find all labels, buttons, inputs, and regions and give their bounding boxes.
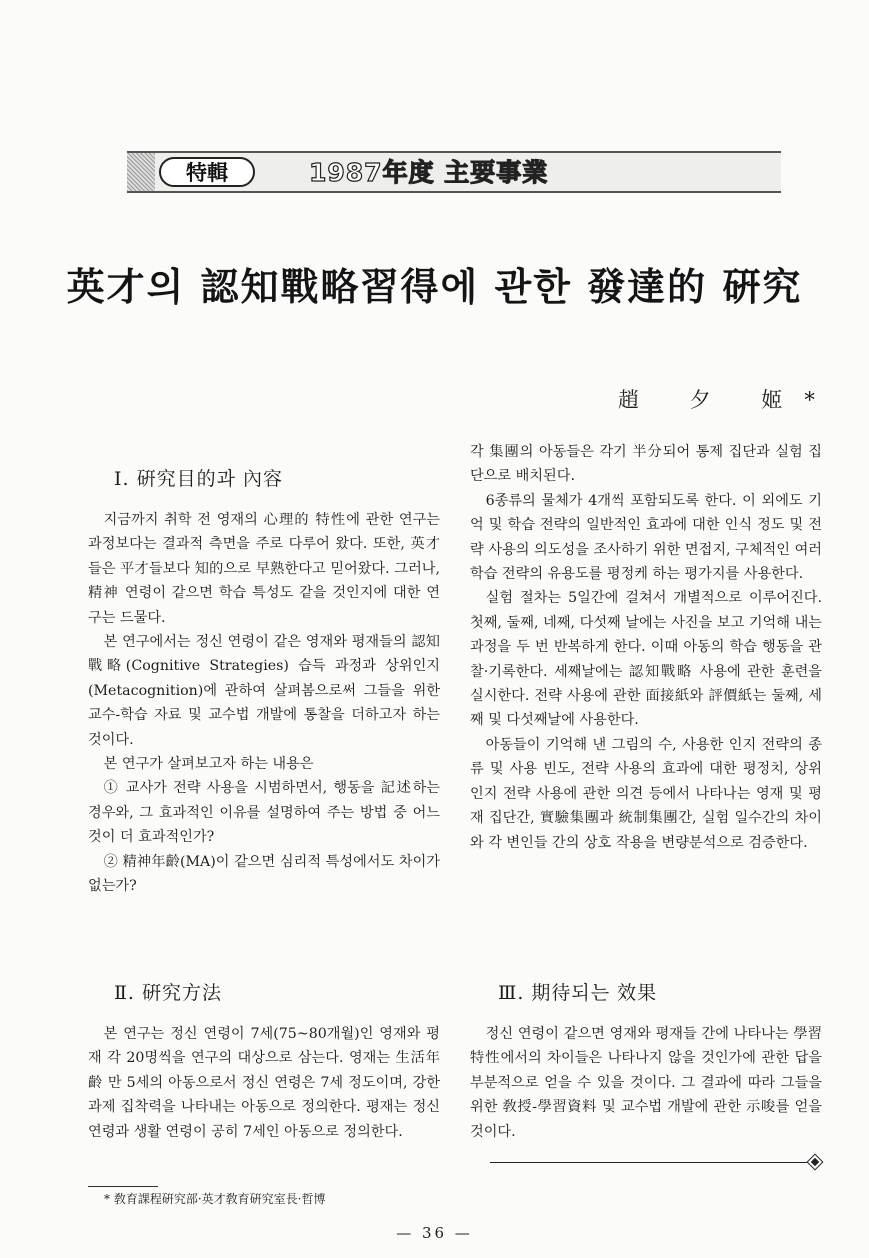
section-3-heading: Ⅲ. 期待되는 效果: [498, 982, 658, 1004]
footnote: * 敎育課程硏究部·英才敎育硏究室長·哲博: [104, 1192, 326, 1206]
paragraph: 아동들이 기억해 낸 그림의 수, 사용한 인지 전략의 종류 및 사용 빈도, 전략 사용의 효과에 대한 평정치, 상위 인지 전략 사용에 관한 의견 등에서 나타나는 영재 및 평재 집단간, 實驗集團과 統制集團간, 실험 일수간의 차이와 각 변인들 간의 상호 작용을 변량분석으로 검증한다.: [470, 736, 822, 851]
end-rule: [490, 1162, 808, 1163]
paragraph: 6종류의 물체가 4개씩 포함되도록 한다. 이 외에도 기억 및 학습 전략의 일반적인 효과에 대한 인식 정도 및 전략 사용의 의도성을 조사하기 위한 면접지, 구체적인 여러 학습 전략의 유용도를 평정케 하는 평가지를 사용한다.: [470, 492, 822, 583]
footnote-rule: [88, 1186, 158, 1187]
paragraph: 본 연구는 정신 연령이 7세(75~80개월)인 영재와 평재 각 20명씩을 연구의 대상으로 삼는다. 영재는 生活年齡 만 5세의 아동으로서 정신 연령은 7세 정도이며, 강한 과제 집착력을 나타내는 아동으로 정의한다. 평재는 정신 연령과 생활 연령이 공히 7세인 아동으로 정의한다.: [88, 1026, 440, 1140]
list-item: ① 교사가 전략 사용을 시범하면서, 행동을 記述하는 경우와, 그 효과적인 이유를 설명하여 주는 방법 중 어느 것이 더 효과적인가?: [88, 780, 440, 846]
list-item: ② 精神年齡(MA)이 같으면 심리적 특성에서도 차이가 없는가?: [88, 853, 440, 895]
page-number: — 36 —: [396, 1224, 473, 1242]
paragraph: 실험 절차는 5일간에 걸쳐서 개별적으로 이루어진다. 첫째, 둘째, 네째, 다섯째 날에는 사진을 보고 기억해 내는 과정을 두 번 반복하게 한다. 이때 아동의 학습 행동을 관찰·기록한다. 세째날에는 認知戰略 사용에 관한 훈련을 실시한다. 전략 사용에 관한 面接紙와 評價紙는 둘째, 세째 및 다섯째날에 사용한다.: [470, 590, 822, 729]
article-title: 英才의 認知戰略習得에 관한 發達的 硏究: [66, 264, 803, 309]
feature-banner: [127, 151, 781, 193]
section-2-heading: Ⅱ. 硏究方法: [114, 982, 222, 1004]
section-3-body: [470, 1022, 822, 1144]
banner-title: 1987年度 主要事業: [309, 158, 549, 187]
section-1-body: [88, 508, 440, 899]
paragraph: 지금까지 취학 전 영재의 心理的 特性에 관한 연구는 과정보다는 결과적 측면을 주로 다루어 왔다. 또한, 英才들은 平才들보다 知的으로 早熟한다고 믿어왔다. 그러나, 精神 연령이 같으면 학습 특성도 같을 것인지에 대한 연구는 드물다.: [88, 512, 440, 626]
banner-pattern: [127, 153, 155, 191]
paragraph: 본 연구에서는 정신 연령이 같은 영재와 평재들의 認知戰略(Cognitive Strategies) 습득 과정과 상위인지 (Metacognition)에 관하여 살펴봄으로써 그들을 위한 교수-학습 자료 및 교수법 개발에 통찰을 더하고자 하는 것이다.: [88, 634, 440, 748]
right-column-body: [470, 440, 822, 855]
end-mark-icon: [807, 1154, 824, 1171]
paragraph: 각 集團의 아동들은 각기 半分되어 통제 집단과 실험 집단으로 배치된다.: [470, 444, 822, 485]
author: 趙 夕 姬*: [618, 388, 837, 412]
section-2-body: [88, 1022, 440, 1144]
section-1-heading: Ⅰ. 硏究目的과 內容: [114, 468, 283, 490]
feature-tag: 特輯: [159, 157, 255, 187]
paragraph: 정신 연령이 같으면 영재와 평재들 간에 나타나는 學習特性에서의 차이들은 나타나지 않을 것인가에 관한 답을 부분적으로 얻을 수 있을 것이다. 그 결과에 따라 그들을 위한 敎授-學習資料 및 교수법 개발에 관한 示唆를 얻을 것이다.: [470, 1026, 822, 1140]
paragraph: 본 연구가 살펴보고자 하는 내용은: [103, 756, 314, 773]
